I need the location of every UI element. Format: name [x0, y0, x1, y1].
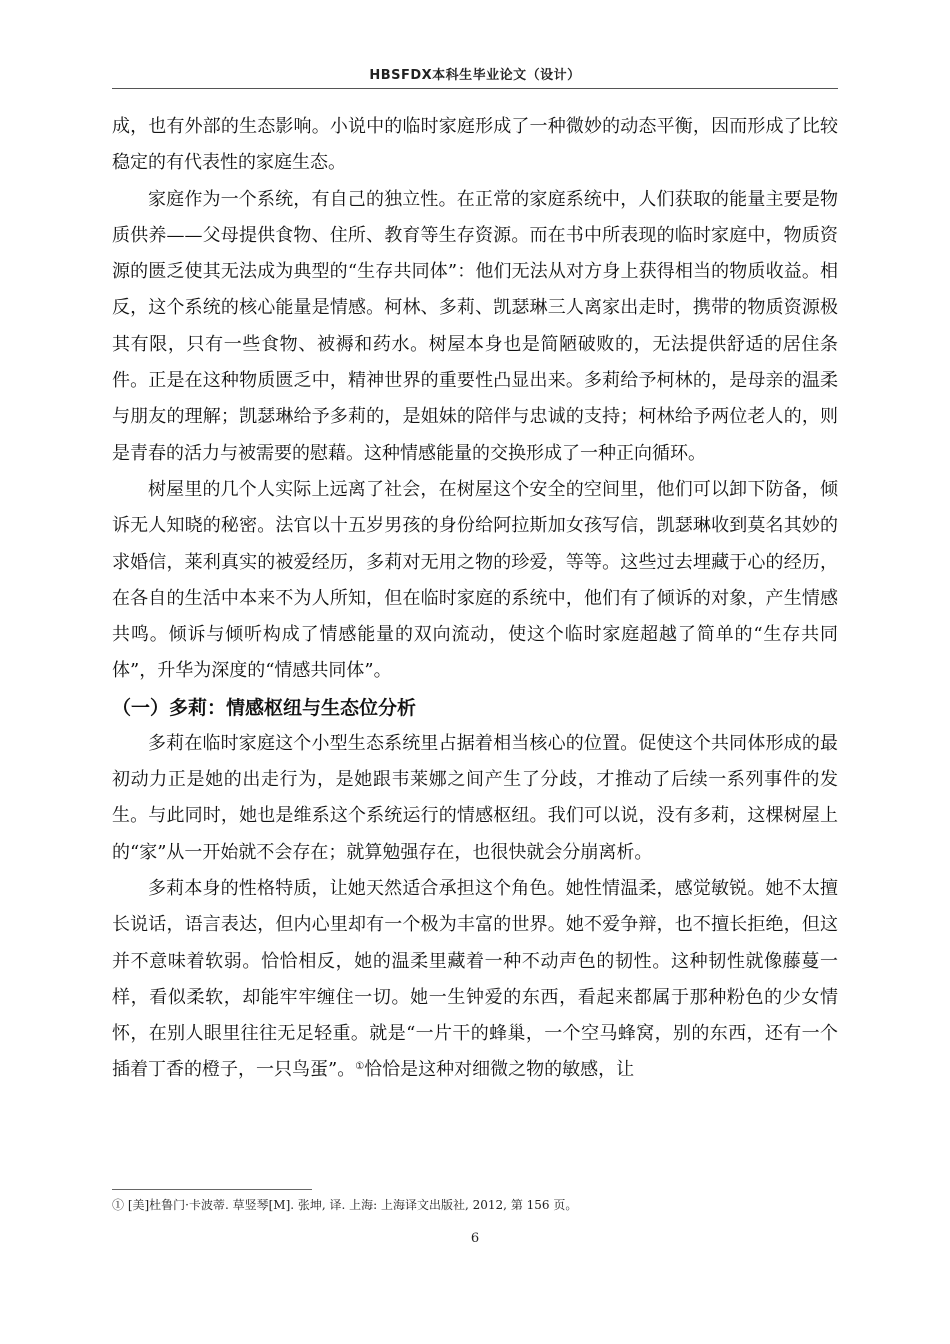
paragraph: 树屋里的几个人实际上远离了社会，在树屋这个安全的空间里，他们可以卸下防备，倾诉无人知晓的秘密。法官以十五岁男孩的身份给阿拉斯加女孩写信，凯瑟琳收到莫名其妙的求婚信，莱利真实的被爱经历，多莉对无用之物的珍爱，等等。这些过去埋藏于心的经历，在各自的生活中本来不为人所知，但在临时家庭的系统中，他们有了倾诉的对象，产生情感共鸣。倾诉与倾听构成了情感能量的双向流动，使这个临时家庭超越了简单的“生存共同体”，升华为深度的“情感共同体”。	[112, 478, 838, 682]
footnote-reference[interactable]: ①	[355, 1061, 365, 1073]
paragraph: 家庭作为一个系统，有自己的独立性。在正常的家庭系统中，人们获取的能量主要是物质供养——父母提供食物、住所、教育等生存资源。而在书中所表现的临时家庭中，物质资源的匮乏使其无法成为典型的“生存共同体”：他们无法从对方身上获得相当的物质收益。相反，这个系统的核心能量是情感。柯林、多莉、凯瑟琳三人离家出走时，携带的物质资源极其有限，只有一些食物、被褥和药水。树屋本身也是简陋破败的，无法提供舒适的居住条件。正是在这种物质匮乏中，精神世界的重要性凸显出来。多莉给予柯林的，是母亲的温柔与朋友的理解；凯瑟琳给予多莉的，是姐妹的陪伴与忠诚的支持；柯林给予两位老人的，则是青春的活力与被需要的慰藉。这种情感能量的交换形成了一种正向循环。	[112, 188, 838, 464]
body-text	[112, 109, 838, 1089]
page-number: 6	[470, 1231, 480, 1246]
paragraph-text-continued: 恰恰是这种对细微之物的敏感，让	[364, 1059, 635, 1081]
paragraph-with-footnote	[112, 871, 838, 1089]
header-divider	[112, 88, 838, 89]
footnote-divider	[112, 1189, 312, 1190]
footnote: ① [美]杜鲁门·卡波蒂. 草竖琴[M]. 张坤, 译. 上海: 上海译文出版社, 2012, 第 156 页。	[112, 1198, 578, 1212]
paragraph: 多莉在临时家庭这个小型生态系统里占据着相当核心的位置。促使这个共同体形成的最初动力正是她的出走行为，是她跟韦莱娜之间产生了分歧，才推动了后续一系列事件的发生。与此同时，她也是维系这个系统运行的情感枢纽。我们可以说，没有多莉，这棵树屋上的“家”从一开始就不会存在；就算勉强存在，也很快就会分崩离析。	[112, 732, 838, 863]
page-header: HBSFDX本科生毕业论文（设计）	[369, 68, 581, 83]
section-heading: （一）多莉：情感枢纽与生态位分析	[112, 696, 417, 719]
paragraph-text: 多莉本身的性格特质，让她天然适合承担这个角色。她性情温柔，感觉敏锐。她不太擅长说话，语言表达，但内心里却有一个极为丰富的世界。她不爱争辩，也不擅长拒绝，但这并不意味着软弱。恰恰相反，她的温柔里藏着一种不动声色的韧性。这种韧性就像藤蔓一样，看似柔软，却能牢牢缠住一切。她一生钟爱的东西，看起来都属于那种粉色的少女情怀，在别人眼里往往无足轻重。就是“一片干的蜂巢，一个空马蜂窝，别的东西，还有一个插着丁香的橙子，一只鸟蛋”。	[112, 877, 838, 1081]
paragraph-continuation: 成，也有外部的生态影响。小说中的临时家庭形成了一种微妙的动态平衡，因而形成了比较稳定的有代表性的家庭生态。	[112, 116, 838, 174]
